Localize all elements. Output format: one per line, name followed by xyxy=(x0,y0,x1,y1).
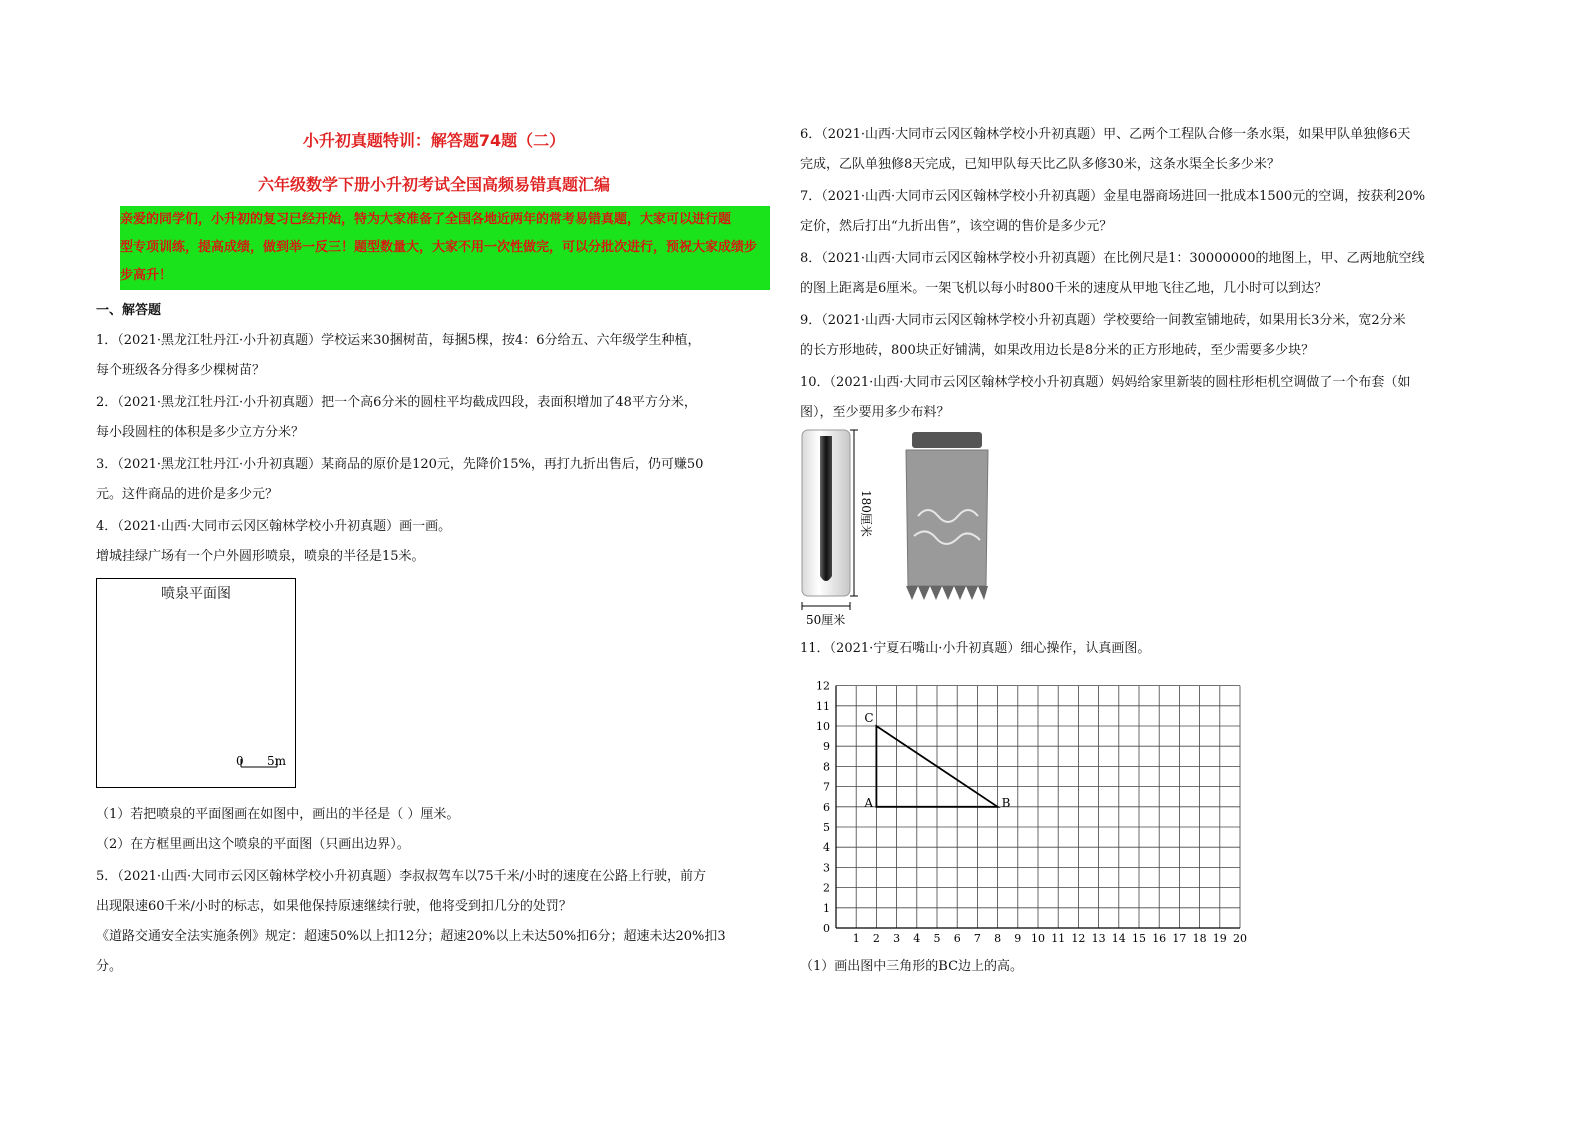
y-tick-label: 9 xyxy=(823,740,830,754)
fountain-plan-box[interactable] xyxy=(96,578,296,788)
x-tick-label: 6 xyxy=(953,932,961,945)
question-4-line: 4．（2021·山西·大同市云冈区翰林学校小升初真题）画一画。 xyxy=(96,519,452,534)
question-2-line: 2．（2021·黑龙江牡丹江·小升初真题）把一个高6分米的圆柱平均截成四段，表面积增加了48平方分米， xyxy=(96,395,697,410)
y-tick-label: 1 xyxy=(823,901,830,915)
y-tick-label: 5 xyxy=(823,821,830,834)
scale-bar xyxy=(97,579,297,789)
question-6-line: 6．（2021·山西·大同市云冈区翰林学校小升初真题）甲、乙两个工程队合修一条水渠，如果甲队单独修6天 xyxy=(800,127,1411,142)
y-tick-label: 3 xyxy=(823,861,830,875)
cover-body xyxy=(906,450,988,586)
question-4-sub1: （1）若把喷泉的平面图画在如图中，画出的半径是（ ）厘米。 xyxy=(96,807,460,822)
x-tick-label: 14 xyxy=(1111,932,1126,945)
question-11-line: 11．（2021·宁夏石嘴山·小升初真题）细心操作，认真画图。 xyxy=(800,641,1151,656)
y-tick-label: 11 xyxy=(816,699,830,713)
x-tick-label: 18 xyxy=(1192,932,1207,945)
cover-top xyxy=(912,432,982,448)
page-title: 小升初真题特训：解答题74题（二） xyxy=(302,131,566,150)
x-tick-label: 3 xyxy=(893,932,901,945)
intro-highlight xyxy=(120,206,770,290)
air-conditioner-figure xyxy=(800,426,990,632)
vertex-label-B: B xyxy=(1001,795,1011,810)
x-tick-label: 7 xyxy=(973,932,981,945)
scale-label-0: 0 xyxy=(236,754,244,768)
fountain-plan-title: 喷泉平面图 xyxy=(161,586,231,602)
width-label: 50厘米 xyxy=(806,613,846,627)
x-tick-label: 15 xyxy=(1132,932,1146,945)
question-9-line: 的长方形地砖，800块正好铺满，如果改用边长是8分米的正方形地砖，至少需要多少块？ xyxy=(800,343,1315,358)
question-4-sub2: （2）在方框里画出这个喷泉的平面图（只画出边界）。 xyxy=(96,837,410,852)
x-tick-label: 19 xyxy=(1212,932,1227,945)
x-tick-label: 10 xyxy=(1031,932,1045,945)
x-tick-label: 11 xyxy=(1051,932,1066,945)
question-6-line: 完成，乙队单独修8天完成，已知甲队每天比乙队多修30米，这条水渠全长多少米？ xyxy=(800,157,1280,172)
intro-line: 亲爱的同学们，小升初的复习已经开始，特为大家准备了全国各地近两年的常考易错真题，大家可以进行题 xyxy=(120,212,732,227)
y-tick-label: 0 xyxy=(823,922,830,935)
y-tick-label: 10 xyxy=(816,720,830,733)
ac-stripe xyxy=(820,436,832,581)
vertex-label-A: A xyxy=(864,795,874,810)
y-tick-label: 2 xyxy=(823,881,830,895)
question-5-line: 出现限速60千米/小时的标志，如果他保持原速继续行驶，他将受到扣几分的处罚？ xyxy=(96,899,572,914)
question-2-line: 每小段圆柱的体积是多少立方分米？ xyxy=(96,425,305,440)
question-5-line: 5．（2021·山西·大同市云冈区翰林学校小升初真题）李叔叔驾车以75千米/小时的速度在公路上行驶，前方 xyxy=(96,869,707,884)
x-tick-label: 2 xyxy=(872,932,880,945)
x-tick-label: 12 xyxy=(1071,932,1086,945)
question-3-line: 3．（2021·黑龙江牡丹江·小升初真题）某商品的原价是120元，先降价15%，再打九折出售后，仍可赚50 xyxy=(96,457,704,472)
x-tick-label: 1 xyxy=(852,932,860,945)
question-4-line: 增城挂绿广场有一个户外圆形喷泉，喷泉的半径是15米。 xyxy=(96,549,425,564)
x-tick-label: 5 xyxy=(933,932,941,945)
question-10-line: 10．（2021·山西·大同市云冈区翰林学校小升初真题）妈妈给家里新装的圆柱形柜机空调做了一个布套（如 xyxy=(800,375,1411,390)
question-1-line: 每个班级各分得多少棵树苗？ xyxy=(96,363,266,378)
question-8-line: 的图上距离是6厘米。一架飞机以每小时800千米的速度从甲地飞往乙地，几小时可以到达？ xyxy=(800,281,1328,296)
question-7-line: 7．（2021·山西·大同市云冈区翰林学校小升初真题）金星电器商场进回一批成本1500元的空调，按获利20% xyxy=(800,189,1426,204)
question-1-line: 1．（2021·黑龙江牡丹江·小升初真题）学校运来30捆树苗，每捆5棵，按4：6分给五、六年级学生种植， xyxy=(96,333,701,348)
x-tick-label: 20 xyxy=(1233,932,1247,945)
x-tick-label: 9 xyxy=(1014,932,1022,945)
question-5-line: 《道路交通安全法实施条例》规定：超速50%以上扣12分；超速20%以上未达50%扣6分；超速未达20%扣3 xyxy=(96,929,726,944)
page-subtitle: 六年级数学下册小升初考试全国高频易错真题汇编 xyxy=(257,175,610,194)
x-tick-label: 13 xyxy=(1091,932,1106,945)
x-tick-label: 8 xyxy=(994,932,1002,945)
cover-fringe xyxy=(906,586,988,600)
question-10-line: 图），至少要用多少布料？ xyxy=(800,405,950,420)
question-5-line: 分。 xyxy=(96,959,123,974)
x-tick-label: 17 xyxy=(1172,932,1187,945)
question-9-line: 9．（2021·山西·大同市云冈区翰林学校小升初真题）学校要给一间教室铺地砖，如果用长3分米，宽2分米 xyxy=(800,313,1406,328)
y-tick-label: 8 xyxy=(823,760,830,774)
y-tick-label: 7 xyxy=(823,780,830,794)
question-7-line: 定价，然后打出“九折出售”，该空调的售价是多少元？ xyxy=(800,219,1113,234)
question-11-sub1: （1）画出图中三角形的BC边上的高。 xyxy=(800,959,1024,974)
intro-line: 型专项训练，提高成绩，做到举一反三！题型数量大，大家不用一次性做完，可以分批次进行，预祝大家成绩步 xyxy=(120,240,758,255)
scale-label-5m: 5m xyxy=(267,754,287,768)
y-tick-label: 4 xyxy=(823,841,830,855)
question-3-line: 元。这件商品的进价是多少元？ xyxy=(96,487,279,502)
x-tick-label: 16 xyxy=(1152,932,1167,945)
height-label: 180厘米 xyxy=(859,490,873,537)
coordinate-grid[interactable] xyxy=(800,664,1247,950)
x-tick-label: 4 xyxy=(913,932,921,945)
vertex-label-C: C xyxy=(864,711,874,725)
y-tick-label: 6 xyxy=(823,800,830,814)
section-title: 一、解答题 xyxy=(96,303,162,318)
question-8-line: 8．（2021·山西·大同市云冈区翰林学校小升初真题）在比例尺是1：30000000的地图上，甲、乙两地航空线 xyxy=(800,251,1425,266)
intro-line: 步高升！ xyxy=(120,268,173,283)
y-tick-label: 12 xyxy=(816,679,830,693)
